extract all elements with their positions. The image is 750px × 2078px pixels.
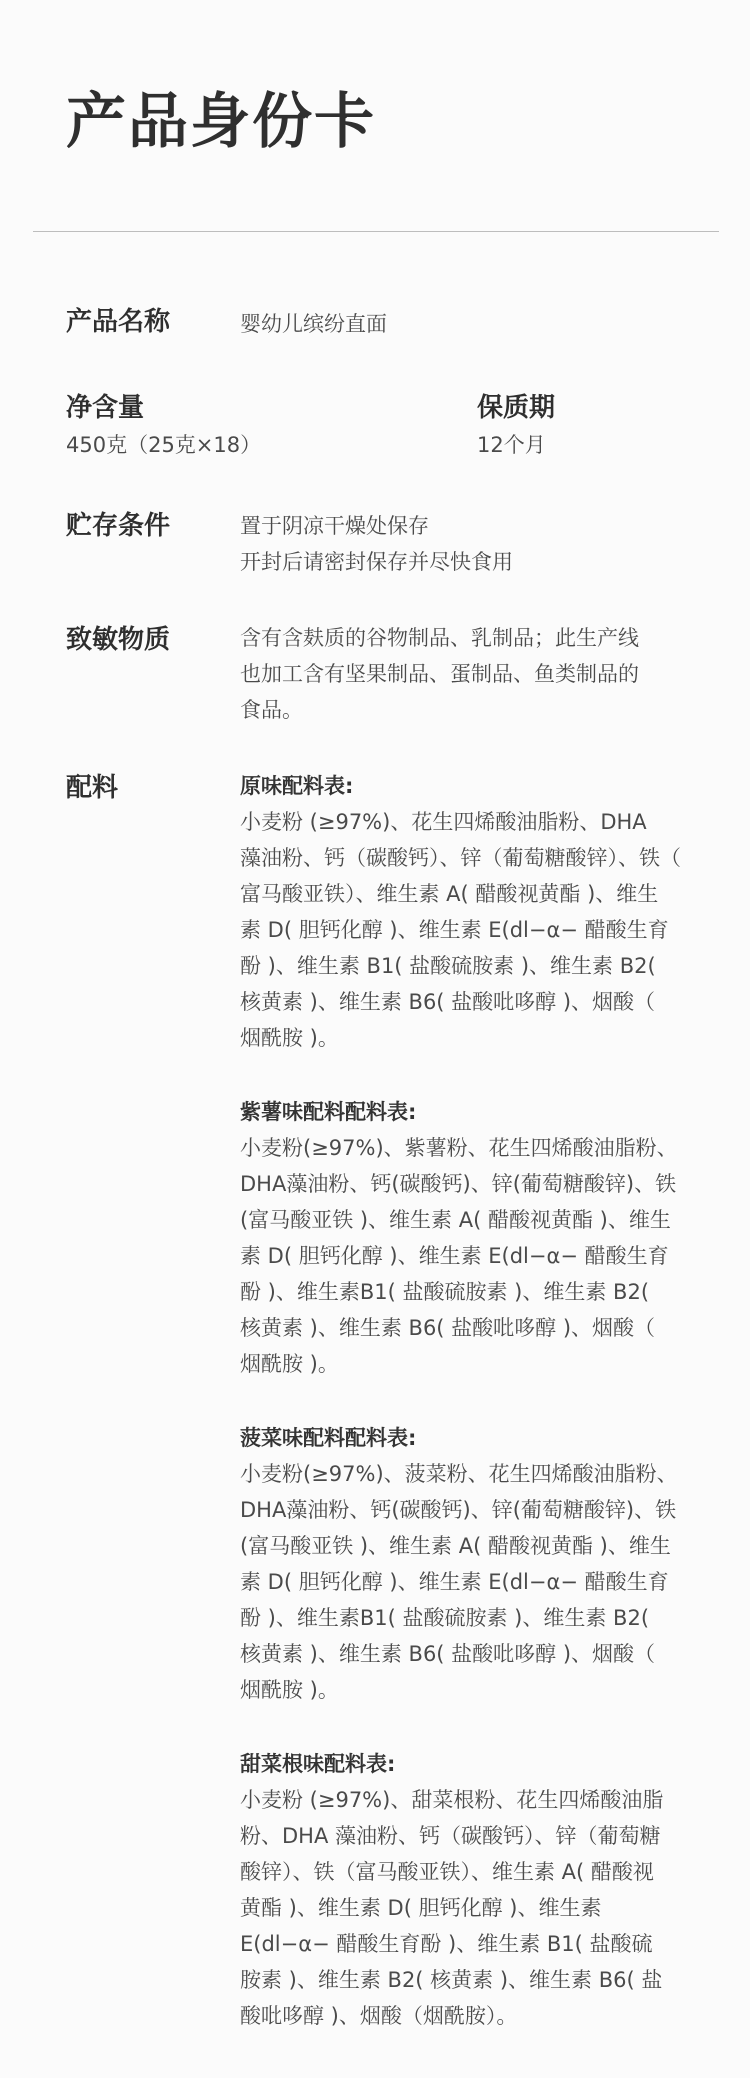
- ingredient-section-purple-potato: [240, 1094, 710, 1382]
- allergens-text: [240, 620, 639, 728]
- ingredient-section-heading: 原味配料表:: [240, 774, 354, 798]
- ingredient-line: 富马酸亚铁）、维生素 A( 醋酸视黄酯 )、维生: [240, 882, 659, 906]
- ingredient-line: E(dl−α− 醋酸生育酚 )、维生素 B1( 盐酸硫: [240, 1932, 653, 1956]
- storage-label: 贮存条件: [66, 511, 171, 541]
- ingredient-line: 核黄素 )、维生素 B6( 盐酸吡哆醇 )、烟酸（: [240, 1642, 656, 1666]
- ingredients-label: 配料: [66, 773, 119, 803]
- ingredient-line: 素 D( 胆钙化醇 )、维生素 E(dl−α− 醋酸生育: [240, 1570, 669, 1594]
- ingredient-line: 酸吡哆醇 )、烟酸（烟酰胺）。: [240, 2004, 518, 2028]
- ingredient-line: 胺素 )、维生素 B2( 核黄素 )、维生素 B6( 盐: [240, 1968, 663, 1992]
- ingredient-line: 小麦粉 (≥97%)、甜菜根粉、花生四烯酸油脂: [240, 1788, 664, 1812]
- net-content-label: 净含量: [66, 393, 145, 423]
- shelf-life-value: 12个月: [477, 433, 546, 457]
- storage-conditions: [240, 508, 513, 580]
- ingredient-line: 小麦粉(≥97%)、菠菜粉、花生四烯酸油脂粉、: [240, 1462, 678, 1486]
- allergens-line: 食品。: [240, 698, 303, 722]
- ingredient-line: 素 D( 胆钙化醇 )、维生素 E(dl−α− 醋酸生育: [240, 1244, 669, 1268]
- ingredient-section-heading: 甜菜根味配料表:: [240, 1752, 396, 1776]
- allergens-line: 含有含麸质的谷物制品、乳制品；此生产线: [240, 626, 639, 650]
- net-content-value: 450克（25克×18）: [66, 433, 262, 457]
- ingredient-section-spinach: [240, 1420, 710, 1708]
- ingredient-section-beetroot: [240, 1746, 710, 2034]
- allergens-line: 也加工含有坚果制品、蛋制品、鱼类制品的: [240, 662, 639, 686]
- ingredient-section-heading: 紫薯味配料配料表:: [240, 1100, 417, 1124]
- shelf-life-label: 保质期: [477, 393, 556, 423]
- ingredient-line: (富马酸亚铁 )、维生素 A( 醋酸视黄酯 )、维生: [240, 1534, 671, 1558]
- ingredient-line: 酚 )、维生素B1( 盐酸硫胺素 )、维生素 B2(: [240, 1606, 650, 1630]
- ingredient-line: 核黄素 )、维生素 B6( 盐酸吡哆醇 )、烟酸（: [240, 990, 656, 1014]
- storage-line: 置于阴凉干燥处保存: [240, 514, 429, 538]
- ingredient-line: 酚 )、维生素B1( 盐酸硫胺素 )、维生素 B2(: [240, 1280, 650, 1304]
- ingredient-line: 小麦粉(≥97%)、紫薯粉、花生四烯酸油脂粉、: [240, 1136, 678, 1160]
- ingredient-section-text: [240, 1456, 710, 1708]
- product-name-value: 婴幼儿缤纷直面: [240, 312, 387, 336]
- ingredient-line: 黄酯 )、维生素 D( 胆钙化醇 )、维生素: [240, 1896, 602, 1920]
- ingredient-line: DHA藻油粉、钙(碳酸钙)、锌(葡萄糖酸锌)、铁: [240, 1172, 677, 1196]
- ingredient-section-heading: 菠菜味配料配料表:: [240, 1426, 417, 1450]
- allergens-label: 致敏物质: [66, 625, 171, 655]
- ingredient-line: 粉、DHA 藻油粉、钙（碳酸钙）、锌（葡萄糖: [240, 1824, 661, 1848]
- ingredient-section-text: [240, 1130, 710, 1382]
- title-divider: [33, 231, 719, 232]
- ingredient-line: 藻油粉、钙（碳酸钙）、锌（葡萄糖酸锌）、铁（: [240, 846, 681, 870]
- ingredient-section-original: [240, 768, 710, 1056]
- product-name-label: 产品名称: [66, 307, 171, 337]
- page-title: 产品身份卡: [66, 87, 376, 157]
- ingredient-line: 素 D( 胆钙化醇 )、维生素 E(dl−α− 醋酸生育: [240, 918, 669, 942]
- ingredient-line: 核黄素 )、维生素 B6( 盐酸吡哆醇 )、烟酸（: [240, 1316, 656, 1340]
- ingredient-section-text: [240, 1782, 710, 2034]
- ingredient-line: (富马酸亚铁 )、维生素 A( 醋酸视黄酯 )、维生: [240, 1208, 671, 1232]
- ingredient-line: 烟酰胺 )。: [240, 1026, 339, 1050]
- ingredient-line: 酸锌）、铁（富马酸亚铁）、维生素 A( 醋酸视: [240, 1860, 654, 1884]
- storage-line: 开封后请密封保存并尽快食用: [240, 550, 513, 574]
- ingredient-line: 烟酰胺 )。: [240, 1678, 339, 1702]
- ingredient-line: 小麦粉 (≥97%)、花生四烯酸油脂粉、DHA: [240, 810, 647, 834]
- ingredient-line: 烟酰胺 )。: [240, 1352, 339, 1376]
- ingredient-line: 酚 )、维生素 B1( 盐酸硫胺素 )、维生素 B2(: [240, 954, 656, 978]
- ingredient-line: DHA藻油粉、钙(碳酸钙)、锌(葡萄糖酸锌)、铁: [240, 1498, 677, 1522]
- ingredient-section-text: [240, 804, 710, 1056]
